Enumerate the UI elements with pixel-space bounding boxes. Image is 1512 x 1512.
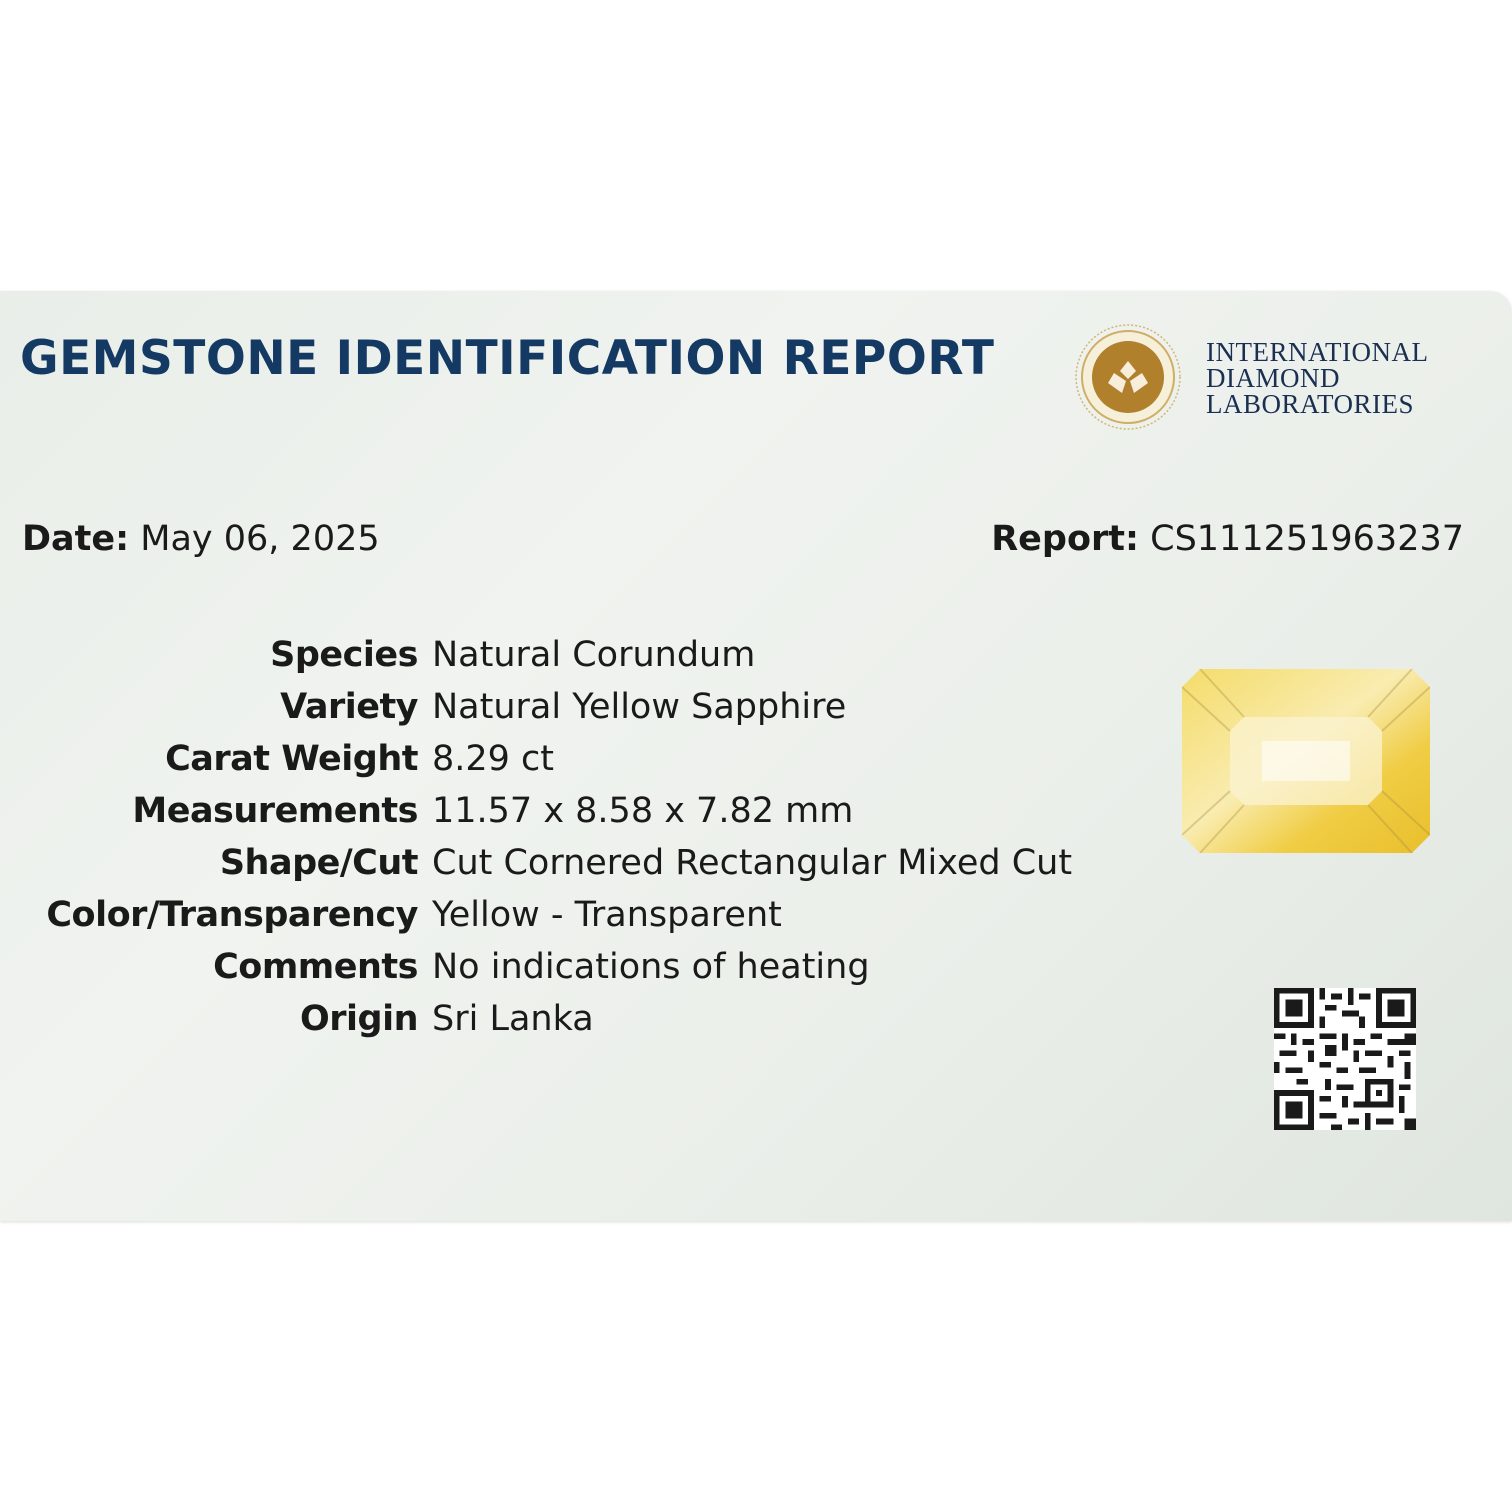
field-label: Measurements [132,791,418,831]
lab-name-line-2: DIAMOND [1206,363,1340,393]
lab-name-line-3: LABORATORIES [1206,389,1415,419]
field-label: Origin [300,999,418,1039]
field-value: Sri Lanka [432,999,594,1039]
fields-list [0,631,1100,1047]
lab-name-line-1: INTERNATIONAL [1206,337,1429,367]
field-value: 11.57 x 8.58 x 7.82 mm [432,791,854,831]
field-label: Comments [213,947,418,987]
field-value: Yellow - Transparent [432,895,782,935]
report-value: CS111251963237 [1150,519,1464,559]
field-label: Color/Transparency [46,895,418,935]
field-row-comments [0,943,1100,991]
field-row-shape-cut [0,839,1100,887]
qr-code-icon [1274,988,1416,1130]
field-row-carat-weight [0,735,1100,783]
report-label: Report: [991,519,1139,559]
field-row-measurements [0,787,1100,835]
field-label: Carat Weight [165,739,418,779]
field-row-species [0,631,1100,679]
field-value: 8.29 ct [432,739,555,779]
field-value: Natural Yellow Sapphire [432,687,847,727]
field-label: Variety [280,687,418,727]
date-value: May 06, 2025 [140,519,380,559]
lab-name [1206,339,1428,417]
field-row-origin [0,995,1100,1043]
field-label: Shape/Cut [219,843,418,883]
report-title: GEMSTONE IDENTIFICATION REPORT [20,331,995,386]
field-value: Natural Corundum [432,635,756,675]
gemstone-photo [1182,669,1430,853]
date-label: Date: [22,519,130,559]
field-row-variety [0,683,1100,731]
date-line [22,519,380,559]
field-value: No indications of heating [432,947,870,987]
report-number-line [991,519,1464,559]
field-label: Species [270,635,418,675]
lab-logo-icon [1074,321,1182,433]
report-card [0,291,1512,1221]
field-row-color-transparency [0,891,1100,939]
field-value: Cut Cornered Rectangular Mixed Cut [432,843,1073,883]
